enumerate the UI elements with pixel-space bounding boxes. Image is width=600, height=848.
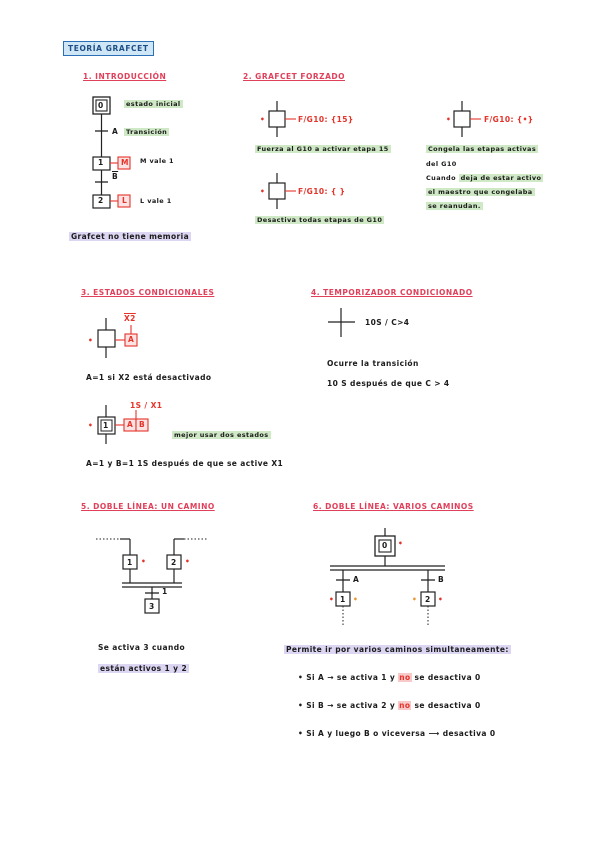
s4-note-2: 10 S después de que C > 4 <box>327 379 450 388</box>
s6-dot-2a: • <box>412 595 418 604</box>
s2-force-3-note-a: Congela las etapas activas <box>428 145 537 153</box>
s2-force-1: F/G10: {15} <box>298 115 354 124</box>
s6-step-2: 2 <box>425 595 431 604</box>
s5-step-c: 3 <box>149 602 155 611</box>
section-5-heading: 5. DOBLE LÍNEA: UN CAMINO <box>81 502 215 511</box>
s3-note-2: A=1 y B=1 1S después de que se active X1 <box>86 459 284 468</box>
s3-cond-1: X2 <box>124 314 136 323</box>
page-title: TEORÍA GRAFCET <box>63 41 154 56</box>
s2-force-3-note-c: Cuando deja de estar activo <box>426 174 542 182</box>
s1-trans-b: $\overline{B}$ <box>112 172 119 181</box>
s5-trans: 1 <box>162 587 168 596</box>
s1-m-label: M vale 1 <box>140 157 174 165</box>
s5-step-a: 1 <box>127 558 133 567</box>
s1-action-l: L <box>122 196 128 205</box>
s2-force-3: F/G10: {•} <box>484 115 534 124</box>
s3-step-1: 1 <box>103 421 109 430</box>
s2-force-3-note-b: del G10 <box>426 160 457 168</box>
section-4-heading: 4. TEMPORIZADOR CONDICIONADO <box>311 288 473 297</box>
s2-force-2-note: Desactiva todas etapas de G10 <box>257 216 383 224</box>
s3-cond-2: 1S / X1 <box>130 401 163 410</box>
s6-step-1: 1 <box>340 595 346 604</box>
s4-cond: 10S / C>4 <box>365 318 410 327</box>
s1-trans-a: A <box>112 127 119 136</box>
s6-bullet-1: • Si A → se activa 1 y no se desactiva 0 <box>298 673 481 682</box>
s1-trans-label: Transición <box>126 128 168 136</box>
s5-step-b: 2 <box>171 558 177 567</box>
s5-dot-a: • <box>141 557 147 566</box>
s3-action-a2: A <box>127 420 134 429</box>
s2-dot-1: • <box>260 115 266 124</box>
s6-bullet-2: • Si B → se activa 2 y no se desactiva 0 <box>298 701 481 710</box>
s3-dot-2: • <box>88 421 94 430</box>
s3-note-1: A=1 si X2 está desactivado <box>86 373 212 382</box>
s5-dot-b: • <box>185 557 191 566</box>
s6-dot-2b: • <box>438 595 444 604</box>
s3-action-a: A <box>128 335 135 344</box>
s4-note-1: Ocurre la transición <box>327 359 419 368</box>
s6-step-0: 0 <box>382 541 388 550</box>
s1-action-m: M <box>121 158 129 167</box>
s6-dot-1b: • <box>353 595 359 604</box>
s6-intro: Permite ir por varios caminos simultaneamente: <box>286 645 509 654</box>
s1-note: Grafcet no tiene memoria <box>71 232 190 241</box>
s2-force-3-note-e: se reanudan. <box>428 202 481 210</box>
s3-action-b2: B <box>139 420 146 429</box>
s1-l-label: L vale 1 <box>140 197 172 205</box>
section-2-heading: 2. GRAFCET FORZADO <box>243 72 346 81</box>
s2-dot-2: • <box>260 187 266 196</box>
s5-note-2: están activos 1 y 2 <box>100 664 188 673</box>
s6-dot-0: • <box>398 539 404 548</box>
s6-bullet-3: • Si A y luego B o viceversa ⟶ desactiva 0 <box>298 729 496 738</box>
s1-step0: 0 <box>98 101 104 110</box>
s3-dot-1: • <box>88 336 94 345</box>
section-1-heading: 1. INTRODUCCIÓN <box>83 72 167 81</box>
s1-step2: 2 <box>98 196 104 205</box>
s1-step1: 1 <box>98 158 104 167</box>
section-3-heading: 3. ESTADOS CONDICIONALES <box>81 288 215 297</box>
s5-note-1: Se activa 3 cuando <box>98 643 186 652</box>
s6-trans-a: A <box>353 575 360 584</box>
s2-dot-3: • <box>446 115 452 124</box>
s1-step0-label: estado inicial <box>126 100 181 108</box>
s6-trans-b: B <box>438 575 445 584</box>
s2-force-1-note: Fuerza al G10 a activar etapa 15 <box>257 145 389 153</box>
s2-force-2: F/G10: { } <box>298 187 346 196</box>
section-6-heading: 6. DOBLE LÍNEA: VARIOS CAMINOS <box>313 502 474 511</box>
s3-highlight: mejor usar dos estados <box>174 431 269 439</box>
s2-force-3-note-d: el maestro que congelaba <box>428 188 533 196</box>
s6-dot-1a: • <box>329 595 335 604</box>
